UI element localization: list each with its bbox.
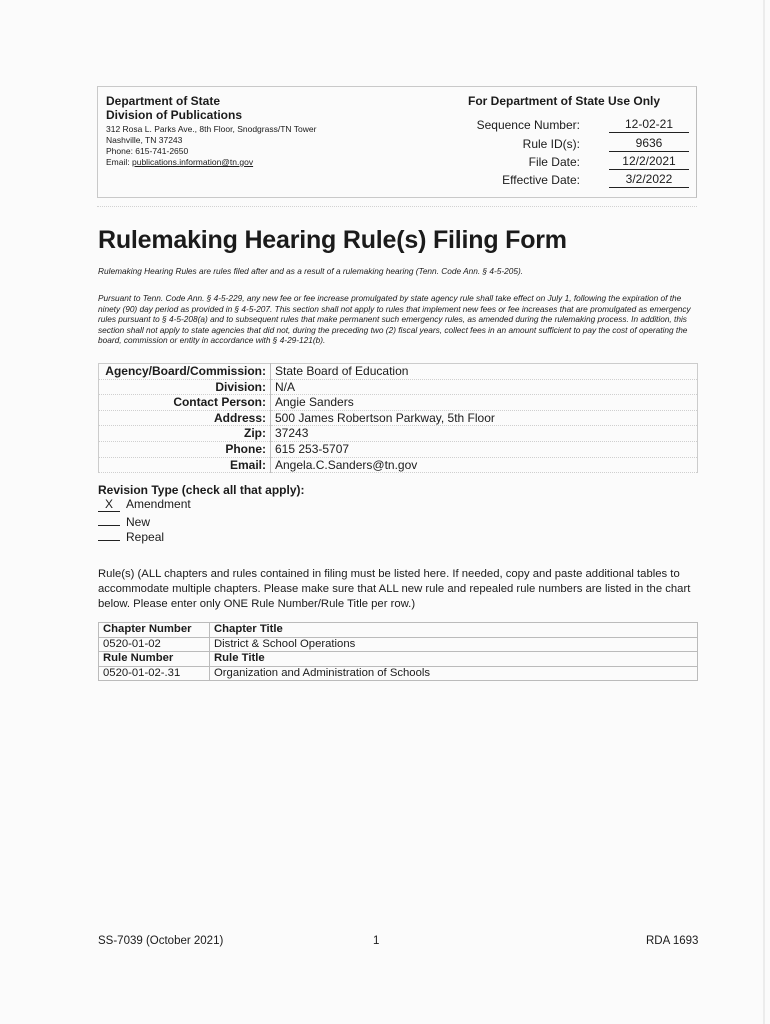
- rule-number-cell: 0520-01-02-.31: [99, 666, 210, 681]
- chapter-row: [99, 637, 698, 652]
- division-name: Division of Publications: [106, 108, 243, 122]
- chapter-header-row: [99, 623, 698, 638]
- revision-option-label: Repeal: [126, 530, 165, 544]
- pursuant-text: Pursuant to Tenn. Code Ann. § 4-5-229, any new fee or fee increase promulgated by state agency rule shall take effect on July 1, following the expiration of the ninety (90) day period as provided in § 4-5-207. This section shall not apply to rules that implement new fees or fee increases that are promulgated as emergency rules pursuant to § 4-5-208(a) and to subsequent rules that make permanent such emergency rules, as amended during the rulemaking process. In addition, this section shall not apply to state agencies that did not, during the preceding two (2) fiscal years, collect fees in an amount sufficient to pay the cost of operating the board, commission or entity in accordance with § 4-29-121(b).: [98, 293, 691, 345]
- contact-label: Contact Person:: [99, 395, 271, 411]
- email-value: Angela.C.Sanders@tn.gov: [271, 457, 698, 473]
- department-email-line: [106, 157, 253, 167]
- phone-row: [99, 441, 698, 457]
- division-value: N/A: [271, 379, 698, 395]
- contact-row: [99, 395, 698, 411]
- rules-note: Rule(s) (ALL chapters and rules contained in filing must be listed here. If needed, copy and paste additional tables to accommodate multiple chapters. Please make sure that ALL new rule and repealed rule numbers are listed in the chart below. Please enter only ONE Rule Number/Rule Title per row.): [98, 568, 691, 610]
- revision-option-repeal[interactable]: [98, 527, 164, 544]
- address-row: [99, 410, 698, 426]
- email-label: Email:: [99, 457, 271, 473]
- rule-title-header: Rule Title: [210, 652, 698, 667]
- address-label: Address:: [99, 410, 271, 426]
- agency-table: [98, 363, 698, 473]
- phone-label: Phone:: [99, 441, 271, 457]
- file-date-value: 12/2/2021: [609, 154, 689, 170]
- zip-row: [99, 426, 698, 442]
- rule-title-cell: Organization and Administration of Schools: [210, 666, 698, 681]
- revision-checkbox[interactable]: X: [98, 498, 120, 512]
- rule-row: [99, 666, 698, 681]
- file-date-label: File Date:: [528, 155, 580, 169]
- contact-value: Angie Sanders: [271, 395, 698, 411]
- chapter-title-cell: District & School Operations: [210, 637, 698, 652]
- sequence-number-value: 12-02-21: [609, 117, 689, 133]
- zip-label: Zip:: [99, 426, 271, 442]
- state-use-heading: For Department of State Use Only: [468, 94, 661, 108]
- email-row: [99, 457, 698, 473]
- agency-row: [99, 364, 698, 380]
- revision-type-heading: Revision Type (check all that apply):: [98, 483, 305, 497]
- phone-value: 615 253-5707: [271, 441, 698, 457]
- rule-id-label: Rule ID(s):: [522, 137, 580, 151]
- sequence-number-label: Sequence Number:: [476, 118, 580, 132]
- department-email-label: Email:: [106, 157, 130, 167]
- rule-id-value: 9636: [609, 136, 689, 152]
- rule-number-header: Rule Number: [99, 652, 210, 667]
- effective-date-label: Effective Date:: [502, 173, 580, 187]
- revision-option-label: Amendment: [126, 497, 191, 511]
- division-label: Division:: [99, 379, 271, 395]
- revision-checkbox[interactable]: [98, 527, 120, 541]
- revision-option-label: New: [126, 515, 151, 529]
- department-phone: Phone: 615-741-2650: [106, 146, 189, 156]
- form-title: Rulemaking Hearing Rule(s) Filing Form: [98, 226, 567, 254]
- revision-checkbox[interactable]: [98, 512, 120, 526]
- rule-header-row: [99, 652, 698, 667]
- chapter-table: [98, 622, 698, 681]
- department-address-line1: 312 Rosa L. Parks Ave., 8th Floor, Snodgrass/TN Tower: [106, 124, 317, 134]
- effective-date-value: 3/2/2022: [609, 172, 689, 188]
- revision-option-amendment[interactable]: [98, 497, 191, 512]
- chapter-number-cell: 0520-01-02: [99, 637, 210, 652]
- department-address-line2: Nashville, TN 37243: [106, 135, 183, 145]
- department-name: Department of State: [106, 94, 221, 108]
- intro-text: Rulemaking Hearing Rules are rules filed after and as a result of a rulemaking hearing (Tenn. Code Ann. § 4-5-205).: [98, 266, 524, 276]
- rda-footer: RDA 1693: [646, 935, 699, 947]
- scan-edge: [763, 0, 765, 1024]
- chapter-title-header: Chapter Title: [210, 623, 698, 638]
- chapter-number-header: Chapter Number: [99, 623, 210, 638]
- department-email-link[interactable]: publications.information@tn.gov: [132, 157, 254, 167]
- division-row: [99, 379, 698, 395]
- zip-value: 37243: [271, 426, 698, 442]
- header-divider: [97, 206, 697, 207]
- form-id-footer: SS-7039 (October 2021): [98, 935, 224, 947]
- agency-value: State Board of Education: [271, 364, 698, 380]
- address-value: 500 James Robertson Parkway, 5th Floor: [271, 410, 698, 426]
- page-number: 1: [373, 935, 380, 947]
- agency-label: Agency/Board/Commission:: [99, 364, 271, 380]
